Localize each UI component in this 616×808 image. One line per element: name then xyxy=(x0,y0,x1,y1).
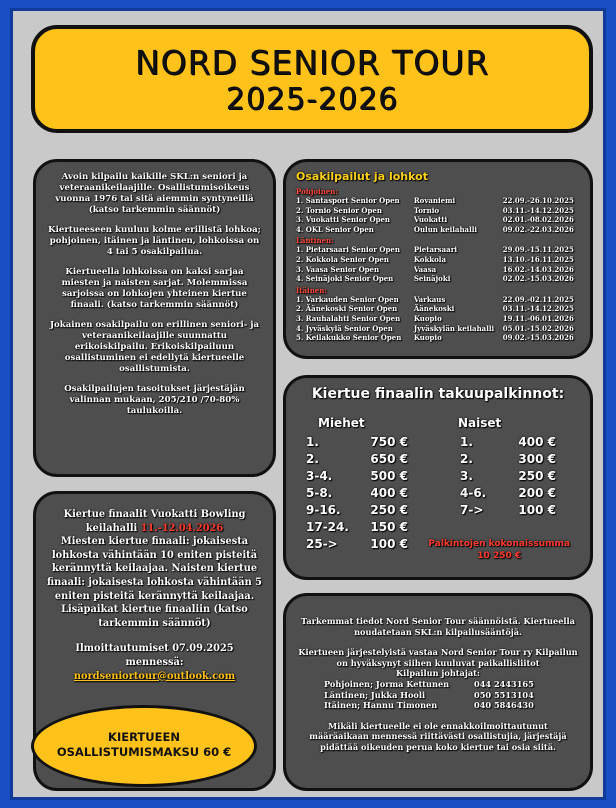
prize-total-value: 10 250 € xyxy=(477,551,522,561)
info-paragraph: Kiertueella lohkoissa on kaksi sarjaa miesten ja naisten sarjat. Molemmissa sarjoissa on lohkojen yhteinen kiertue finaali. (katso tarkemmin säännöt) xyxy=(61,267,248,310)
prize-row xyxy=(298,468,438,485)
prize-total xyxy=(428,538,570,562)
competition-venue: Kuopio xyxy=(413,333,442,343)
competition-row xyxy=(296,225,580,235)
competition-row xyxy=(296,333,580,343)
fee-badge xyxy=(31,705,257,787)
competition-name: 1. Pietarsaari Senior Open xyxy=(296,245,400,255)
info-paragraph: Kiertueeseen kuuluu kolme erillistä lohkoa; pohjoinen, itäinen ja läntinen, lohkoissa on 4 tai 5 osakilpailua. xyxy=(48,225,261,257)
competition-dates: 02.02.-15.03.2026 xyxy=(502,274,574,284)
prize-amount: 150 € xyxy=(370,520,408,534)
prize-place: 5-8. xyxy=(306,486,333,500)
title-line1: NORD SENIOR TOUR xyxy=(134,43,490,82)
final-text: Miesten kiertue finaali: jokaisesta lohkosta vähintään 10 eniten pisteitä kerännyttä keilaajaa. Naisten kiertue finaali: jokaisesta lohkosta vähintään 5 eniten pisteitä kerännyttä keilaajaa. Lisäpaikat kiertue finaaliin (katso tarkemmin säännöt) xyxy=(47,536,262,629)
info-paragraph: Osakilpailujen tasoitukset järjestäjän valinnan mukaan, 205/210 /70-80% taulukoilla. xyxy=(64,384,245,416)
subcompetitions-panel xyxy=(283,159,593,359)
prize-row xyxy=(298,519,438,536)
competition-row xyxy=(296,255,580,265)
registration-deadline: Ilmoittautumiset 07.09.2025 mennessä: xyxy=(75,643,234,668)
competition-name: 3. Vaasa Senior Open xyxy=(296,264,380,274)
director-name: Itäinen; Hannu Timonen xyxy=(324,700,438,711)
director-phone: 040 5846430 xyxy=(474,700,534,711)
competition-dates: 03.11.-14.12.2025 xyxy=(502,205,574,215)
women-prizes xyxy=(438,416,578,553)
prize-row xyxy=(438,434,578,451)
organizer-note: Kiertueen järjestelyistä vastaa Nord Senior Tour ry Kilpailun on hyväksynyt siihen kuuluvat paikallisliitot xyxy=(298,647,578,668)
competition-name: 3. Rauhalahti Senior Open xyxy=(296,313,401,323)
contact-panel xyxy=(283,593,593,791)
director-name: Läntinen; Jukka Hooli xyxy=(324,689,426,700)
competition-dates: 02.01.-08.02.2026 xyxy=(502,215,574,225)
competition-dates: 13.10.-16.11.2025 xyxy=(502,254,574,264)
competition-row xyxy=(296,314,580,324)
fee-line1: KIERTUEEN xyxy=(108,730,180,744)
director-phone: 044 2443165 xyxy=(474,678,534,689)
info-paragraph: Jokainen osakilpailu on erillinen seniori- ja veteraanikeilaajille suunnattu erikoiskilpailu. Erikoiskilpailuun osallistuminen ei edellytä kiertueelle osallistumista. xyxy=(49,320,260,374)
prize-row xyxy=(438,468,578,485)
competition-venue: Varkaus xyxy=(413,294,446,304)
registration-email-link[interactable]: nordseniortour@outlook.com xyxy=(73,670,236,682)
prize-place: 3. xyxy=(460,469,473,483)
competition-row xyxy=(296,265,580,275)
competition-name: 2. Äänekoski Senior Open xyxy=(296,304,398,314)
competition-row xyxy=(296,274,580,284)
competition-name: 5. Keilakukko Senior Open xyxy=(296,333,402,343)
competition-name: 3. Vuokatti Senior Open xyxy=(296,215,391,225)
prize-place: 7-> xyxy=(460,503,484,517)
prizes-panel xyxy=(283,375,593,580)
competition-venue: Pietarsaari xyxy=(413,245,458,255)
competition-venue: Kuopio xyxy=(413,313,442,323)
prize-place: 25-> xyxy=(306,537,338,551)
competition-dates: 16.02.-14.03.2026 xyxy=(502,264,574,274)
competition-row xyxy=(296,206,580,216)
competition-name: 4. OKL Senior Open xyxy=(296,224,374,234)
competition-dates: 09.02.-22.03.2026 xyxy=(502,224,574,234)
prize-place: 2. xyxy=(306,452,319,466)
competition-name: 1. Santasport Senior Open xyxy=(296,196,400,205)
prize-row xyxy=(438,502,578,519)
prize-row xyxy=(298,451,438,468)
prize-amount: 750 € xyxy=(370,435,408,449)
region-label: Läntinen: xyxy=(296,236,334,246)
prize-amount: 100 € xyxy=(370,537,408,551)
competition-name: 2. Tornio Senior Open xyxy=(296,205,382,215)
competition-dates: 03.11.-14.12.2025 xyxy=(502,304,574,314)
competition-name: 1. Varkauden Senior Open xyxy=(296,294,399,304)
competition-dates: 09.02.-15.03.2026 xyxy=(502,333,574,343)
competition-dates: 19.11.-06.01.2026 xyxy=(502,313,574,323)
competition-name: 2. Kokkola Senior Open xyxy=(296,254,389,264)
competition-venue: Vuokatti xyxy=(413,215,448,225)
prize-amount: 400 € xyxy=(518,435,556,449)
director-row xyxy=(298,690,578,701)
competition-row xyxy=(296,304,580,314)
competition-row xyxy=(296,245,580,255)
competition-venue: Äänekoski xyxy=(413,304,455,314)
prize-total-label: Palkintojen kokonaissumma xyxy=(428,539,570,549)
subcompetitions-title: Osakilpailut ja lohkot xyxy=(296,170,428,183)
men-label: Miehet xyxy=(318,416,365,430)
final-date: 11.-12.04.2026 xyxy=(140,522,224,534)
prize-place: 2. xyxy=(460,452,473,466)
competition-venue: Tornio xyxy=(413,205,440,215)
prize-place: 4-6. xyxy=(460,486,487,500)
fee-line2: OSALLISTUMISMAKSU 60 € xyxy=(56,745,232,759)
competition-name: 4. Jyväskylä Senior Open xyxy=(296,323,393,333)
general-info-panel xyxy=(33,159,276,477)
poster xyxy=(10,8,606,800)
competition-row xyxy=(296,196,580,206)
competition-venue: Kokkola xyxy=(413,254,447,264)
region-label: Itäinen: xyxy=(296,285,327,295)
director-row xyxy=(298,700,578,711)
prize-amount: 650 € xyxy=(370,452,408,466)
prize-amount: 250 € xyxy=(518,469,556,483)
prize-place: 9-16. xyxy=(306,503,341,517)
competition-venue: Jyväskylän keilahalli xyxy=(413,323,495,333)
final-venue: Kiertue finaalit Vuokatti Bowling keilahalli xyxy=(63,509,246,534)
prize-row xyxy=(298,536,438,553)
competition-row xyxy=(296,324,580,334)
prize-amount: 300 € xyxy=(518,452,556,466)
prize-place: 17-24. xyxy=(306,520,349,534)
prize-amount: 400 € xyxy=(370,486,408,500)
director-row xyxy=(298,679,578,690)
regions-list xyxy=(296,187,580,343)
rules-note: Tarkemmat tiedot Nord Senior Tour säännöistä. Kiertueella noudatetaan SKL:n kilpailusääntöjä. xyxy=(301,616,575,637)
prize-amount: 200 € xyxy=(518,486,556,500)
competition-venue: Vaasa xyxy=(413,264,437,274)
prize-place: 1. xyxy=(460,435,473,449)
directors-heading: Kilpailun johtajat: xyxy=(396,668,480,679)
competition-dates: 22.09.-26.10.2025 xyxy=(502,196,574,205)
prize-row xyxy=(298,434,438,451)
director-phone: 050 5513104 xyxy=(474,689,534,700)
competition-name: 4. Seinäjoki Senior Open xyxy=(296,274,394,284)
competition-row xyxy=(296,215,580,225)
prize-amount: 100 € xyxy=(518,503,556,517)
title-banner xyxy=(31,25,593,133)
directors-list xyxy=(298,679,578,711)
title-line2: 2025-2026 xyxy=(225,82,399,117)
prize-amount: 250 € xyxy=(370,503,408,517)
men-prizes xyxy=(298,416,438,553)
women-label: Naiset xyxy=(458,416,502,430)
prize-row xyxy=(298,485,438,502)
prizes-title: Kiertue finaalin takuupalkinnot: xyxy=(311,386,565,402)
competition-dates: 22.09.-02.11.2025 xyxy=(502,294,574,304)
prize-amount: 500 € xyxy=(370,469,408,483)
competition-venue: Oulun keilahalli xyxy=(413,224,478,234)
competition-venue: Rovaniemi xyxy=(413,196,456,205)
prize-row xyxy=(438,485,578,502)
prize-place: 1. xyxy=(306,435,319,449)
info-paragraph: Avoin kilpailu kaikille SKL:n seniori ja veteraanikeilaajille. Osallistumisoikeus vuonna 1976 tai sitä aiemmin syntyneillä (katso tarkemmin säännöt) xyxy=(55,172,254,215)
competition-dates: 29.09.-15.11.2025 xyxy=(502,245,574,255)
prize-row xyxy=(438,451,578,468)
director-name: Pohjoinen; Jorma Kettunen xyxy=(324,678,450,689)
competition-row xyxy=(296,295,580,305)
region-label: Pohjoinen: xyxy=(296,187,338,196)
cancellation-note: Mikäli kiertueelle ei ole ennakkoilmoittautunut määräaikaan mennessä riittävästi osallistujia, järjestäjä pidättää oikeuden perua koko kiertue tai osia siitä. xyxy=(309,720,567,752)
prize-row xyxy=(298,502,438,519)
prize-place: 3-4. xyxy=(306,469,333,483)
competition-dates: 05.01.-15.02.2026 xyxy=(502,323,574,333)
competition-venue: Seinäjoki xyxy=(413,274,451,284)
